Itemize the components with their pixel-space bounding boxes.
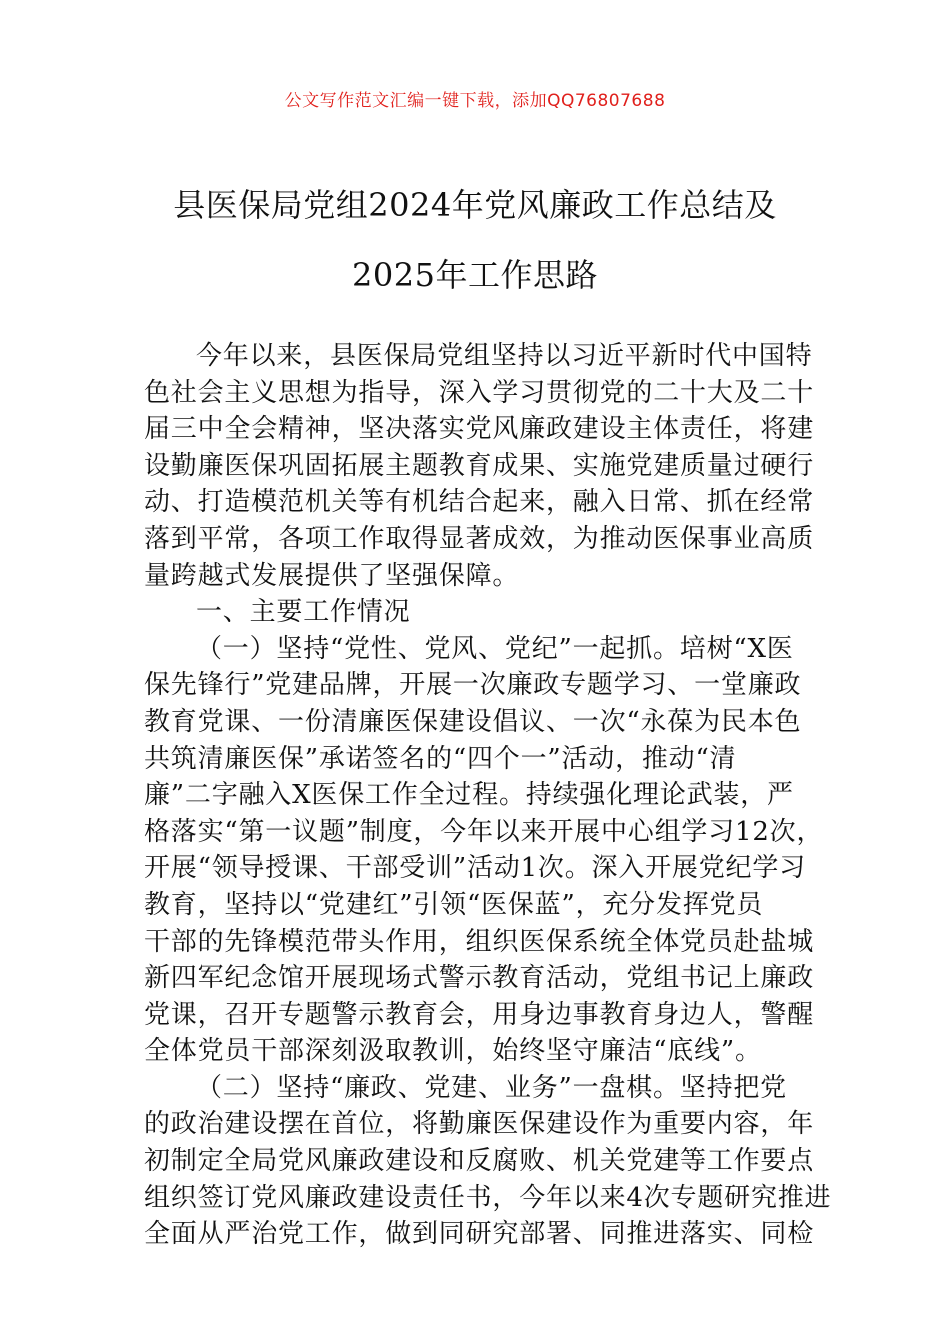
body-line: 教育，坚持以“党建红”引领“医保蓝”，充分发挥党员 — [144, 889, 764, 920]
body-line: 动、打造模范机关等有机结合起来，融入日常、抓在经常 — [144, 487, 815, 518]
body-line: 设勤廉医保巩固拓展主题教育成果、实施党建质量过硬行 — [144, 450, 815, 481]
body-line: 初制定全局党风廉政建设和反腐败、机关党建等工作要点 — [144, 1146, 815, 1177]
body-line: 格落实“第一议题”制度，今年以来开展中心组学习12次， — [144, 816, 824, 847]
body-line: 色社会主义思想为指导，深入学习贯彻党的二十大及二十 — [144, 377, 815, 408]
body-line: （一）坚持“党性、党风、党纪”一起抓。培树“X医 — [196, 633, 794, 664]
body-line: 干部的先锋模范带头作用，组织医保系统全体党员赴盐城 — [144, 926, 815, 957]
body-line: 教育党课、一份清廉医保建设倡议、一次“永葆为民本色 — [144, 706, 802, 737]
body-line: 开展“领导授课、干部受训”活动1次。深入开展党纪学习 — [144, 853, 806, 884]
body-line: 廉”二字融入X医保工作全过程。持续强化理论武装，严 — [144, 780, 794, 811]
document-title-line-1: 县医保局党组2024年党风廉政工作总结及 — [173, 186, 777, 224]
document-title-line-2: 2025年工作思路 — [352, 256, 598, 294]
body-line: （二）坚持“廉政、党建、业务”一盘棋。坚持把党 — [196, 1072, 787, 1103]
body-line: 共筑清廉医保”承诺签名的“四个一”活动，推动“清 — [144, 743, 737, 774]
body-line: 落到平常，各项工作取得显著成效，为推动医保事业高质 — [144, 523, 815, 554]
body-line: 组织签订党风廉政建设责任书，今年以来4次专题研究推进 — [144, 1182, 832, 1213]
body-line: 保先锋行”党建品牌，开展一次廉政专题学习、一堂廉政 — [144, 670, 802, 701]
body-line: 的政治建设摆在首位，将勤廉医保建设作为重要内容，年 — [144, 1109, 815, 1140]
body-line: 一、主要工作情况 — [196, 597, 411, 628]
document-body — [144, 338, 832, 1253]
body-line: 量跨越式发展提供了坚强保障。 — [144, 560, 520, 591]
body-line: 全面从严治党工作，做到同研究部署、同推进落实、同检 — [144, 1219, 815, 1250]
download-banner: 公文写作范文汇编一键下载，添加QQ76807688 — [284, 91, 666, 111]
body-line: 今年以来，县医保局党组坚持以习近平新时代中国特 — [196, 341, 813, 371]
body-line: 党课，召开专题警示教育会，用身边事教育身边人，警醒 — [144, 999, 815, 1030]
body-line: 全体党员干部深刻汲取教训，始终坚守廉洁“底线”。 — [144, 1036, 762, 1067]
body-line: 届三中全会精神，坚决落实党风廉政建设主体责任，将建 — [144, 414, 815, 445]
body-line: 新四军纪念馆开展现场式警示教育活动，党组书记上廉政 — [144, 963, 815, 994]
